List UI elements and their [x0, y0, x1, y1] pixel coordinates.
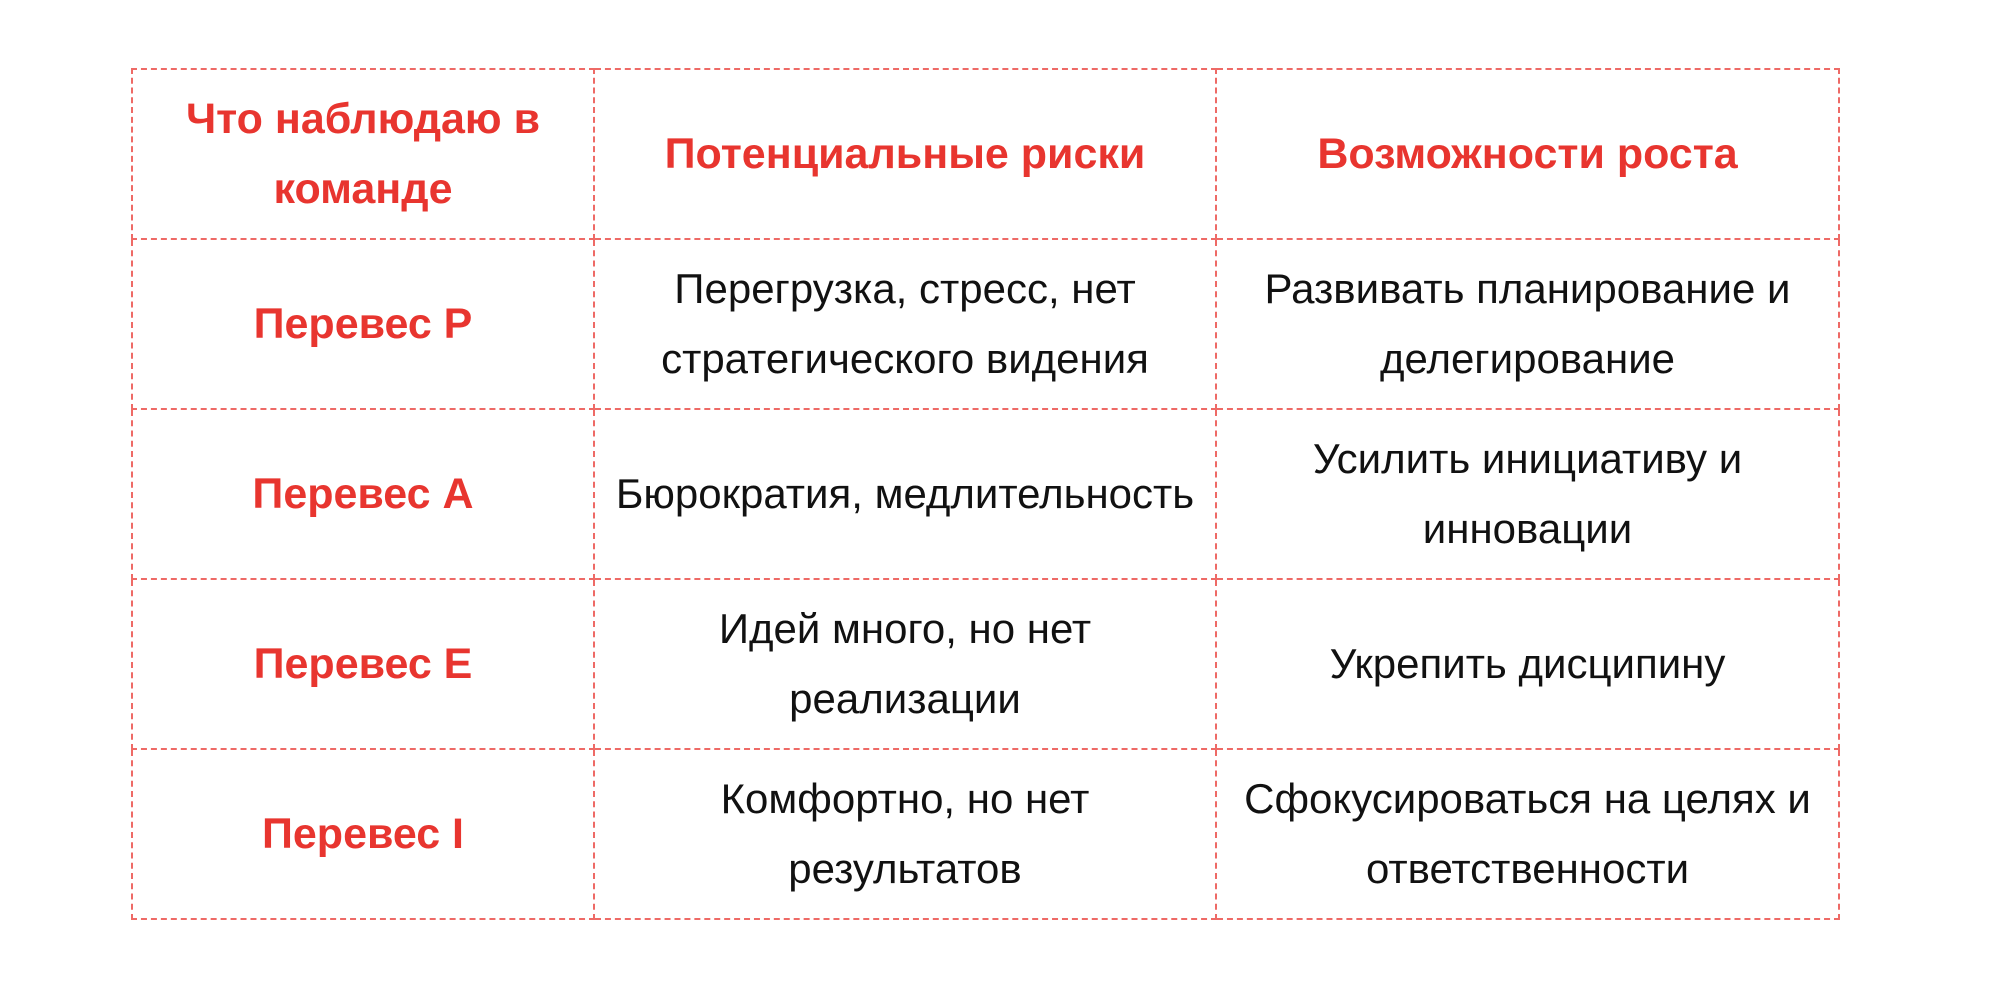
header-risks: Потенциальные риски — [594, 69, 1216, 239]
table-row — [132, 409, 1839, 579]
row-risks: Комфортно, но нет результатов — [594, 749, 1216, 919]
table-header-row — [132, 69, 1839, 239]
table-row — [132, 749, 1839, 919]
table-row — [132, 239, 1839, 409]
row-growth: Укрепить дисципину — [1216, 579, 1839, 749]
team-analysis-table-container — [131, 68, 1838, 920]
row-observation: Перевес P — [132, 239, 594, 409]
row-risks: Бюрократия, медлительность — [594, 409, 1216, 579]
row-growth: Сфокусироваться на целях и ответственности — [1216, 749, 1839, 919]
row-observation: Перевес I — [132, 749, 594, 919]
row-risks: Перегрузка, стресс, нет стратегического видения — [594, 239, 1216, 409]
row-growth: Развивать планирование и делегирование — [1216, 239, 1839, 409]
table-row — [132, 579, 1839, 749]
header-growth: Возможности роста — [1216, 69, 1839, 239]
row-growth: Усилить инициативу и инновации — [1216, 409, 1839, 579]
row-observation: Перевес A — [132, 409, 594, 579]
team-analysis-table — [131, 68, 1840, 920]
row-observation: Перевес E — [132, 579, 594, 749]
header-observation: Что наблюдаю в команде — [132, 69, 594, 239]
row-risks: Идей много, но нет реализации — [594, 579, 1216, 749]
